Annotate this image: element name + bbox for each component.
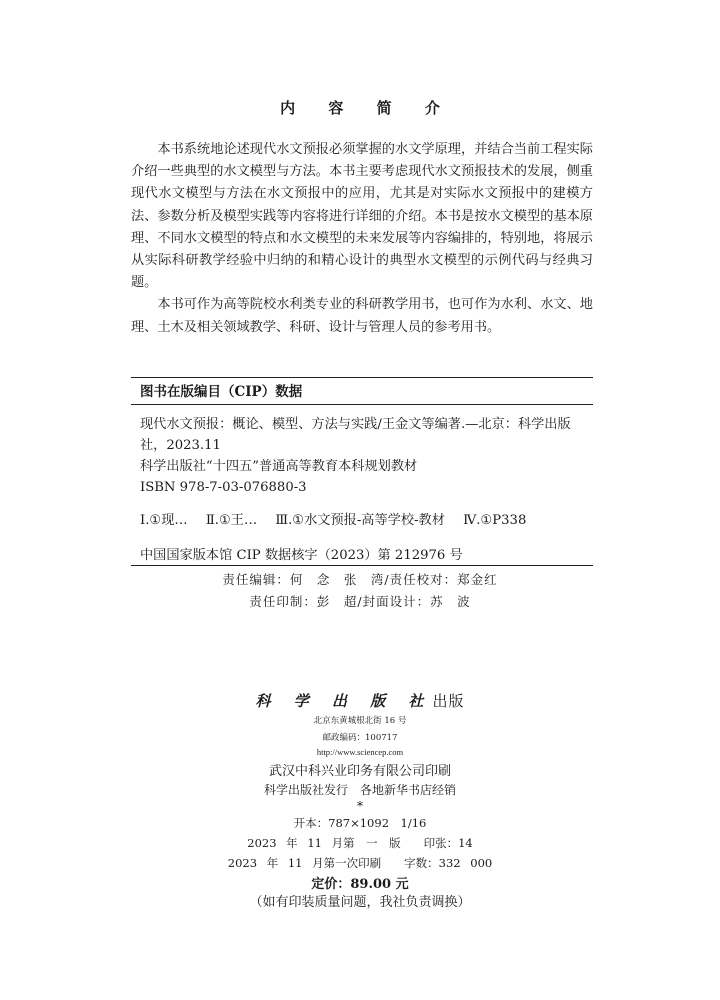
- classification-item: Ⅱ.①王…: [205, 513, 258, 528]
- edition-line: 2023 年 11 月第 一 版 印张：14: [247, 836, 473, 850]
- publisher-suffix: 出版: [432, 692, 465, 710]
- cip-heading: 图书在版编目（CIP）数据: [140, 384, 303, 400]
- cip-record-number: 中国国家版本馆 CIP 数据核字（2023）第 212976 号: [140, 548, 463, 563]
- publisher-url: http://www.sciencep.com: [316, 747, 404, 757]
- cip-classification: [140, 509, 588, 528]
- price-line: [0, 873, 720, 892]
- intro-text: [131, 139, 593, 339]
- printer-line: 武汉中科兴业印务有限公司印刷: [268, 764, 451, 779]
- publisher-address: 北京东黄城根北街 16 号: [313, 716, 407, 726]
- divider-cip-heading: [131, 404, 593, 405]
- cip-isbn-line: ISBN 978-7-03-076880-3: [140, 480, 307, 495]
- separator-star: *: [357, 799, 363, 813]
- divider-bottom: [131, 565, 593, 566]
- page-title: 内 容 简 介: [280, 99, 454, 117]
- price-label: 定价：: [311, 877, 351, 892]
- classification-item: Ⅳ.①P338: [463, 513, 527, 528]
- printing-line: 2023 年 11 月第一次印刷 字数：332 000: [227, 856, 493, 870]
- classification-item: Ⅲ.①水文预报-高等学校-教材: [275, 513, 445, 528]
- staff-editors: 责任编辑：何 念 张 湾/责任校对：郑金红: [222, 572, 498, 587]
- intro-paragraph: 本书系统地论述现代水文预报必须掌握的水文学原理，并结合当前工程实际介绍一些典型的水文模型与方法。本书主要考虑现代水文预报技术的发展，侧重现代水文模型与方法在水文预报中的应用，尤其是对实际水文预报中的建模方法、参数分析及模型实践等内容将进行详细的介绍。本书是按水文模型的基本原理、不同水文模型的特点和水文模型的未来发展等内容编排的，特别地，将展示从实际科研教学经验中归纳的和精心设计的典型水文模型的示例代码与经典习题。: [131, 142, 593, 291]
- staff-production: 责任印制：彭 超/封面设计：苏 波: [249, 594, 471, 609]
- divider-top: [131, 377, 593, 378]
- classification-item: Ⅰ.①现…: [140, 513, 188, 528]
- price-value: 89.00 元: [350, 877, 409, 892]
- distribution-line: 科学出版社发行 各地新华书店经销: [263, 783, 456, 797]
- cip-record: [140, 414, 588, 498]
- publisher-postcode: 邮政编码：100717: [322, 733, 398, 743]
- cip-title-line: 现代水文预报：概论、模型、方法与实践/王金文等编著.—北京：科学出版社，2023.11: [140, 417, 571, 453]
- publisher-logo-text: 科 学 出 版 社: [255, 692, 433, 710]
- cip-series-line: 科学出版社“十四五”普通高等教育本科规划教材: [140, 459, 418, 474]
- format-line: 开本：787×1092 1/16: [293, 816, 427, 830]
- intro-paragraph: 本书可作为高等院校水利类专业的科研教学用书，也可作为水利、水文、地理、土木及相关领域教学、科研、设计与管理人员的参考用书。: [131, 297, 593, 335]
- publisher-name: [0, 690, 720, 711]
- quality-notice: （如有印装质量问题，我社负责调换）: [249, 895, 471, 910]
